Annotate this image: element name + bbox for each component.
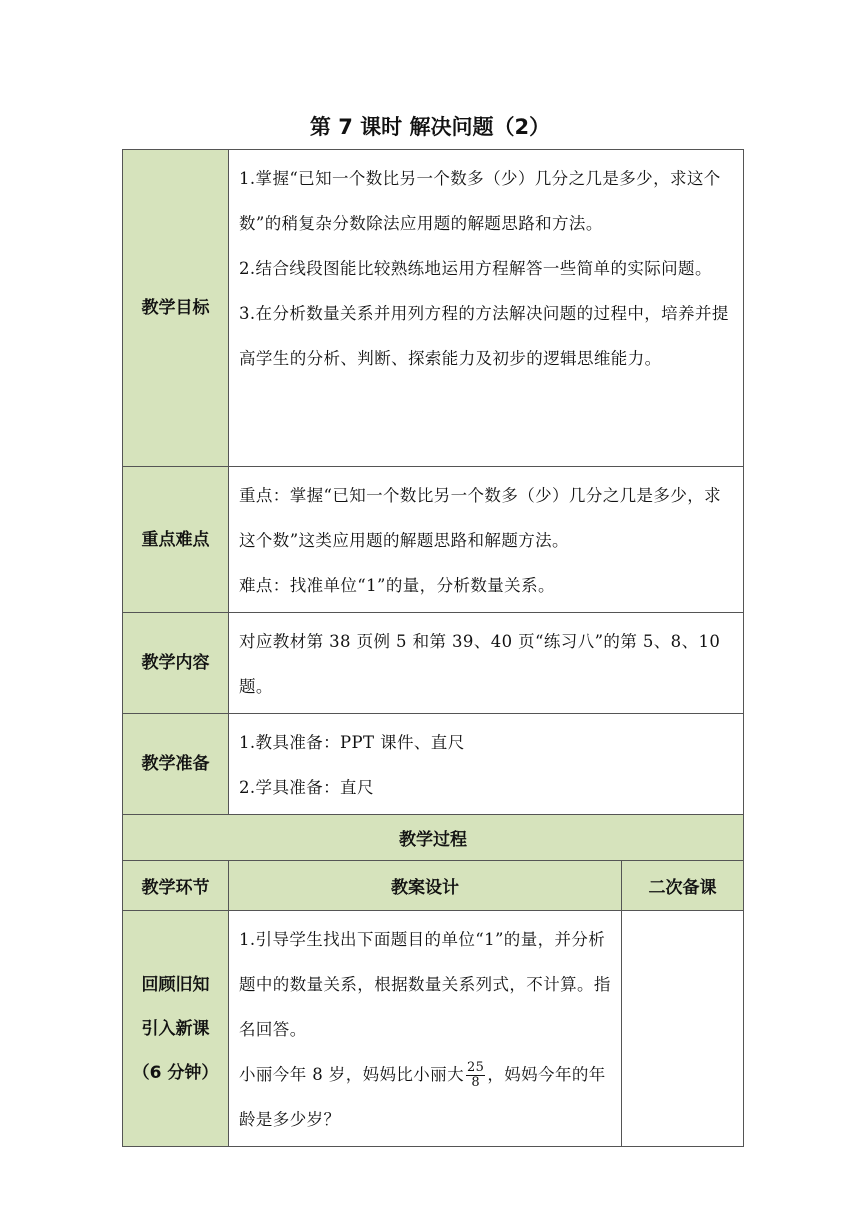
process-heading-row bbox=[123, 815, 744, 861]
objectives-label: 教学目标 bbox=[123, 150, 229, 467]
stage-line: 引入新课 bbox=[141, 1018, 210, 1039]
column-second-prep-header: 二次备课 bbox=[622, 861, 744, 911]
objective-item: 2.结合线段图能比较熟练地运用方程解答一些简单的实际问题。 bbox=[239, 259, 712, 278]
content-text bbox=[229, 613, 744, 714]
preparation-content bbox=[229, 714, 744, 815]
fraction-denominator: 8 bbox=[471, 1075, 480, 1090]
content-row bbox=[123, 613, 744, 714]
key-point-item: 难点：找准单位“1”的量，分析数量关系。 bbox=[239, 576, 555, 595]
design-intro: 1.引导学生找出下面题目的单位“1”的量，并分析题中的数量关系，根据数量关系列式，不计算。指名回答。 bbox=[239, 930, 611, 1039]
fraction-numerator: 25 bbox=[467, 1060, 485, 1075]
key-points-row bbox=[123, 467, 744, 613]
preparation-item: 2.学具准备：直尺 bbox=[239, 778, 374, 797]
objective-item: 1.掌握“已知一个数比另一个数多（少）几分之几是多少，求这个数”的稍复杂分数除法应用题的解题思路和方法。 bbox=[239, 169, 721, 233]
lesson-plan-table bbox=[122, 149, 744, 1147]
key-points-content bbox=[229, 467, 744, 613]
design-problem bbox=[239, 1052, 611, 1142]
preparation-row bbox=[123, 714, 744, 815]
page-title: 第 7 课时 解决问题（2） bbox=[309, 115, 551, 139]
content-label: 教学内容 bbox=[123, 613, 229, 714]
preparation-label: 教学准备 bbox=[123, 714, 229, 815]
key-point-item: 重点：掌握“已知一个数比另一个数多（少）几分之几是多少，求这个数”这类应用题的解题思路和解题方法。 bbox=[239, 486, 722, 550]
stage-line: （6 分钟） bbox=[132, 1062, 219, 1083]
objectives-row bbox=[123, 150, 744, 467]
column-stage-header: 教学环节 bbox=[123, 861, 229, 911]
preparation-item: 1.教具准备：PPT 课件、直尺 bbox=[239, 733, 465, 752]
design-cell bbox=[229, 911, 622, 1147]
objective-item: 3.在分析数量关系并用列方程的方法解决问题的过程中，培养并提高学生的分析、判断、探索能力及初步的逻辑思维能力。 bbox=[239, 304, 729, 368]
objectives-content bbox=[229, 150, 744, 467]
problem-text-after: ，妈妈今年的年龄是多少岁？ bbox=[239, 1065, 606, 1129]
content-item: 对应教材第 38 页例 5 和第 39、40 页“练习八”的第 5、8、10 题。 bbox=[239, 632, 721, 696]
process-columns-row bbox=[123, 861, 744, 911]
second-prep-cell[interactable] bbox=[622, 911, 744, 1147]
process-heading: 教学过程 bbox=[123, 815, 744, 861]
stage-cell bbox=[123, 911, 229, 1147]
problem-text-before: 小丽今年 8 岁，妈妈比小丽大 bbox=[239, 1065, 464, 1084]
column-design-header: 教案设计 bbox=[229, 861, 622, 911]
key-points-label: 重点难点 bbox=[123, 467, 229, 613]
fraction bbox=[466, 1061, 485, 1090]
stage-line: 回顾旧知 bbox=[141, 974, 210, 995]
process-row bbox=[123, 911, 744, 1147]
